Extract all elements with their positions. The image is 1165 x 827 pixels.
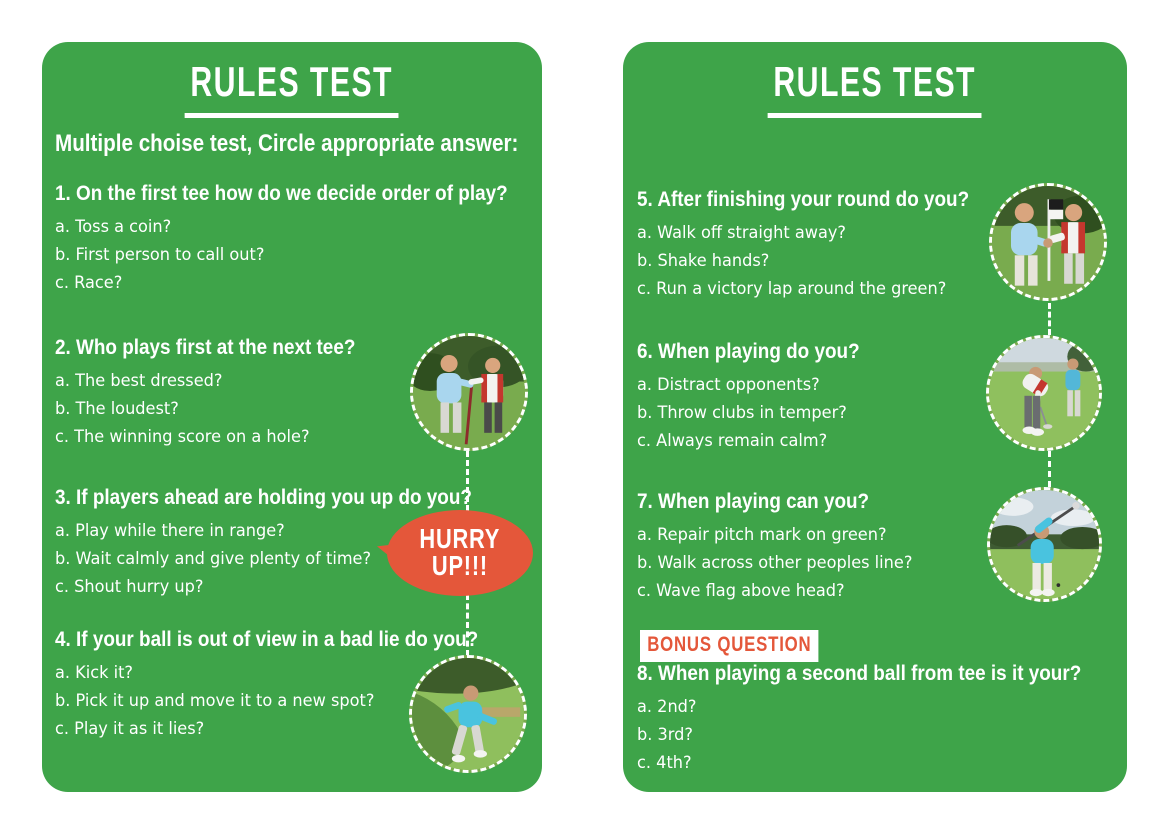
instructions-text: Multiple choise test, Circle appropriate answer:	[55, 130, 519, 157]
golfer-bad-lie-image	[412, 658, 524, 770]
speech-bubble-line2: UP!!!	[431, 550, 489, 581]
question-3-title	[55, 486, 472, 510]
dashed-connector	[466, 594, 469, 656]
question-1-option-a: a. Toss a coin?	[55, 217, 172, 237]
question-text: If players ahead are holding you up do you?	[76, 486, 472, 509]
question-7	[637, 490, 927, 605]
question-text: Who plays first at the next tee?	[76, 336, 356, 359]
left-card-title-text: RULES TEST	[185, 58, 399, 118]
question-3-option-b: b. Wait calmly and give plenty of time?	[55, 549, 372, 569]
photo-golfer-swinging	[987, 487, 1102, 602]
question-text: When playing a second ball from tee is it your?	[658, 662, 1082, 685]
question-4-option-a: a. Kick it?	[55, 663, 134, 683]
question-2-option-b: b. The loudest?	[55, 399, 179, 419]
question-7-option-b: b. Walk across other peoples line?	[637, 553, 913, 573]
golfers-deciding-order-image	[413, 336, 525, 448]
golfer-swinging-image	[990, 490, 1099, 599]
question-6-option-b: b. Throw clubs in temper?	[637, 403, 847, 423]
photo-golfers-deciding-order	[410, 333, 528, 451]
question-2-title	[55, 336, 355, 360]
dashed-connector	[466, 451, 469, 511]
question-5-option-b: b. Shake hands?	[637, 251, 770, 271]
question-6	[637, 340, 884, 455]
question-8-option-a: a. 2nd?	[637, 697, 697, 717]
question-2-option-c: c. The winning score on a hole?	[55, 427, 310, 447]
question-4-option-b: b. Pick it up and move it to a new spot?	[55, 691, 375, 711]
question-6-option-c: c. Always remain calm?	[637, 431, 828, 451]
bonus-question-badge: BONUS QUESTION	[640, 630, 819, 662]
question-4-title	[55, 628, 478, 652]
golfer-putting-image	[989, 338, 1099, 448]
question-1-option-c: c. Race?	[55, 273, 123, 293]
question-8-option-b: b. 3rd?	[637, 725, 693, 745]
question-7-option-c: c. Wave flag above head?	[637, 581, 845, 601]
question-7-title	[637, 490, 898, 514]
question-5-title	[637, 188, 969, 212]
question-5-option-a: a. Walk off straight away?	[637, 223, 846, 243]
question-2	[55, 336, 389, 451]
question-8	[637, 662, 1131, 777]
question-text: When playing can you?	[658, 490, 870, 513]
question-number: 2.	[55, 336, 71, 359]
question-2-option-a: a. The best dressed?	[55, 371, 223, 391]
golfers-handshake-image	[992, 186, 1104, 298]
question-text: On the first tee how do we decide order of play?	[76, 182, 508, 205]
dashed-connector	[1048, 451, 1051, 487]
question-7-option-a: a. Repair pitch mark on green?	[637, 525, 887, 545]
left-card-title	[42, 58, 542, 118]
question-number: 6.	[637, 340, 653, 363]
question-number: 8.	[637, 662, 653, 685]
question-text: If your ball is out of view in a bad lie do you?	[76, 628, 479, 651]
question-5	[637, 188, 1006, 303]
question-1-title	[55, 182, 508, 206]
speech-bubble	[387, 510, 533, 596]
photo-golfers-handshake	[989, 183, 1107, 301]
question-3-option-c: c. Shout hurry up?	[55, 577, 204, 597]
speech-bubble-line1: HURRY	[419, 523, 501, 555]
question-6-title	[637, 340, 860, 364]
question-number: 3.	[55, 486, 71, 509]
question-4-option-c: c. Play it as it lies?	[55, 719, 205, 739]
photo-golfer-putting	[986, 335, 1102, 451]
right-card	[623, 42, 1127, 792]
question-3-option-a: a. Play while there in range?	[55, 521, 285, 541]
question-text: After finishing your round do you?	[657, 188, 970, 211]
question-8-option-c: c. 4th?	[637, 753, 692, 773]
photo-golfer-bad-lie	[409, 655, 527, 773]
right-card-title-text: RULES TEST	[768, 58, 982, 118]
question-text: When playing do you?	[658, 340, 860, 363]
right-card-title	[623, 58, 1127, 118]
question-1-option-b: b. First person to call out?	[55, 245, 265, 265]
question-1	[55, 182, 558, 297]
left-card	[42, 42, 542, 792]
question-number: 5.	[637, 188, 653, 211]
question-number: 1.	[55, 182, 71, 205]
dashed-connector	[1048, 303, 1051, 335]
question-8-title	[637, 662, 1081, 686]
question-number: 4.	[55, 628, 71, 651]
question-5-option-c: c. Run a victory lap around the green?	[637, 279, 947, 299]
question-number: 7.	[637, 490, 653, 513]
question-6-option-a: a. Distract opponents?	[637, 375, 820, 395]
